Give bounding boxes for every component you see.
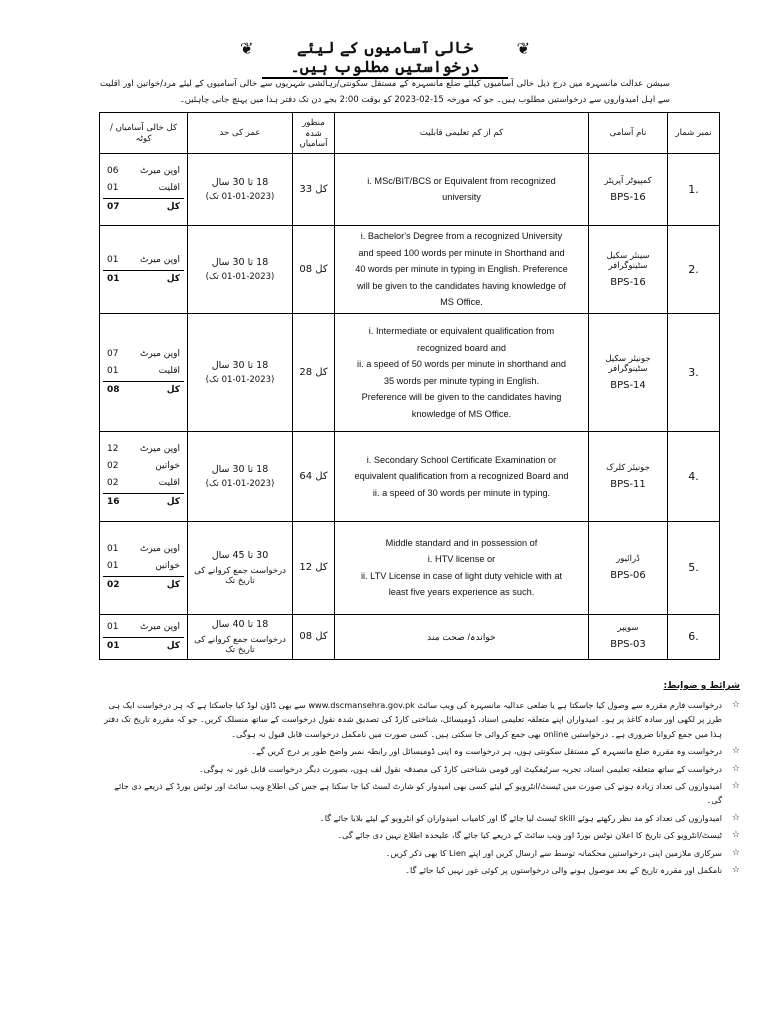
condition-text: نامکمل اور مقررہ تاریخ کے بعد موصول ہونے والی درخواستوں پر کوئی غور نہیں کیا جائے گا۔ (405, 865, 722, 876)
sanctioned-count: کل 08 (293, 225, 335, 313)
star-bullet-icon: ☆ (731, 746, 740, 757)
total-label: کل (166, 497, 180, 508)
qualification-cell (335, 154, 589, 226)
condition-text: امیدواروں کی تعداد کو مد نظر رکھتے ہوئے skill ٹیسٹ لیا جائے گا اور کامیاب امیدواران کو انٹرویو کے لیئے بلایا جائے گا۔ (319, 812, 722, 823)
quota-value: 02 (107, 478, 119, 489)
qualification-line: will be given to the candidates having knowledge of (357, 280, 566, 291)
table-row (100, 225, 720, 313)
qualification-line: i. Intermediate or equivalent qualification from (368, 326, 555, 337)
vacancy-quota-line (103, 441, 184, 458)
table-row (100, 522, 720, 615)
total-value: 16 (107, 497, 120, 508)
vacancy-quota-line (103, 346, 184, 363)
age-cutoff: (01-01-2023 تک) (205, 272, 275, 283)
sanctioned-count: کل 64 (293, 431, 335, 522)
star-bullet-icon: ☆ (731, 781, 740, 792)
qualification-line: knowledge of MS Office. (411, 408, 512, 419)
quota-label: اقلیت (158, 478, 180, 489)
serial-number: 1. (668, 154, 720, 226)
condition-text: ٹیسٹ/انٹرویو کی تاریخ کا اعلان نوٹس بورڈ اور ویب سائٹ کے ذریعے کیا جائے گا، علیحدہ اطلاع نہیں دی جائے گی۔ (337, 830, 722, 841)
post-name: جونیئر سکیل سٹینوگرافر (605, 354, 651, 375)
star-bullet-icon: ☆ (731, 812, 740, 823)
post-cell (589, 225, 668, 313)
vacancy-total-line (103, 198, 184, 216)
quota-label: اوپن میرٹ (139, 165, 180, 176)
ornament-left-icon: ❦ (240, 39, 254, 58)
post-scale: BPS-16 (610, 277, 646, 289)
vacancy-total-line (103, 637, 184, 655)
header-vacancies: کل خالی آسامیاں / کوٹہ (100, 113, 188, 154)
vacancies-cell (100, 614, 188, 659)
condition-text: درخواست کے ساتھ متعلقہ تعلیمی اسناد، تجربہ سرٹیفکیٹ اور قومی شناختی کارڈ کی مصدقہ نقول لف ہوں، بصورت دیگر درخواست قابل غور نہ ہوگی۔ (198, 763, 722, 774)
age-cutoff: (01-01-2023 تک) (205, 375, 275, 386)
condition-item (100, 779, 740, 808)
qualification-line: 35 words per minute typing in English. (383, 375, 540, 386)
star-bullet-icon: ☆ (731, 763, 740, 774)
condition-item (100, 762, 740, 776)
qualification-line: university (442, 192, 481, 203)
quota-value: 01 (107, 182, 119, 193)
vacancy-quota-line (103, 163, 184, 180)
vacancy-quota-line (103, 363, 184, 380)
age-cutoff: (01-01-2023 تک) (205, 478, 275, 489)
total-label: کل (166, 640, 180, 651)
total-value: 02 (107, 580, 120, 591)
sanctioned-count: کل 33 (293, 154, 335, 226)
serial-number: 6. (668, 614, 720, 659)
quota-value: 01 (107, 366, 119, 377)
post-cell (589, 154, 668, 226)
qualification-cell (335, 314, 589, 431)
ad-title-block (240, 36, 530, 76)
qualification-cell (335, 522, 589, 615)
qualification-line: i. Bachelor's Degree from a recognized University (360, 231, 563, 242)
post-name: کمپیوٹر آپریٹر (604, 175, 652, 186)
condition-item (100, 846, 740, 860)
vacancy-quota-line (103, 541, 184, 558)
sanctioned-count: کل 08 (293, 614, 335, 659)
serial-number: 3. (668, 314, 720, 431)
quota-label: خواتین (155, 461, 180, 472)
header-qualification: کم از کم تعلیمی قابلیت (335, 113, 589, 154)
quota-label: خواتین (155, 561, 180, 572)
age-range: 18 تا 40 سال (211, 618, 269, 630)
header-count: منظور شدہ آسامیاں (293, 113, 335, 154)
vacancy-quota-line (103, 619, 184, 636)
post-name: جونیئر کلرک (606, 462, 650, 473)
age-range: 18 تا 30 سال (211, 257, 269, 269)
vacancy-total-line (103, 576, 184, 594)
vacancy-quota-line (103, 558, 184, 575)
serial-number: 2. (668, 225, 720, 313)
quota-value: 02 (107, 461, 119, 472)
vacancies-table (99, 112, 720, 660)
age-cutoff: درخواست جمع کروانے کی تاریخ تک (194, 634, 286, 655)
qualification-line: equivalent qualification from a recognized Board and (354, 471, 569, 482)
qualification-line: 40 words per minute in typing in English. Preference (355, 264, 568, 275)
header-post: نام آسامی (589, 113, 668, 154)
table-row (100, 314, 720, 431)
page-title: خالی آسامیوں کے لیئے درخواستیں مطلوب ہیں۔ (262, 38, 508, 79)
vacancy-quota-line (103, 180, 184, 197)
qualification-line: ii. LTV License in case of light duty vehicle with at (360, 570, 563, 581)
qualification-line: recognized board and (417, 342, 506, 353)
post-scale: BPS-14 (610, 380, 646, 392)
condition-text: امیدواروں کی تعداد زیادہ ہونے کی صورت میں ٹیسٹ/انٹرویو کے لیئے کسی بھی امیدوار کو شارٹ لسٹ کیا جا سکتا ہے جس کی اطلاع ویب سائٹ اور نوٹس بورڈ کے ذریعے دی جائے گی۔ (114, 781, 722, 806)
qualification-line: i. Secondary School Certificate Examination or (366, 454, 557, 465)
sanctioned-count: کل 12 (293, 522, 335, 615)
star-bullet-icon: ☆ (731, 830, 740, 841)
condition-text: درخواست وہ مقررہ ضلع مانسہرہ کے مستقل سکونتی ہوں، ہر درخواست وہ اپنی ڈومیسائل اور رابطہ نمبر واضح طور پر درج کریں گے۔ (251, 746, 722, 757)
age-cell (188, 522, 293, 615)
quota-value: 06 (107, 165, 119, 176)
qualification-line: ii. a speed of 30 words per minute in typing. (372, 487, 551, 498)
vacancy-total-line (103, 270, 184, 288)
post-cell (589, 522, 668, 615)
vacancies-cell (100, 431, 188, 522)
post-cell (589, 614, 668, 659)
qualification-cell (335, 614, 589, 659)
vacancy-quota-line (103, 252, 184, 269)
table-row (100, 154, 720, 226)
post-name: ڈرائیور (616, 554, 640, 565)
table-header-row (100, 113, 720, 154)
vacancies-cell (100, 154, 188, 226)
quota-label: اوپن میرٹ (139, 254, 180, 265)
conditions-heading: شرائط و ضوابط: (663, 681, 740, 691)
quota-label: اوپن میرٹ (139, 349, 180, 360)
quota-label: اوپن میرٹ (139, 544, 180, 555)
qualification-line: least five years experience as such. (388, 587, 535, 598)
table-row (100, 614, 720, 659)
post-name: سینئر سکیل سٹینوگرافر (606, 251, 650, 272)
age-cell (188, 225, 293, 313)
post-scale: BPS-03 (610, 639, 646, 651)
age-cell (188, 314, 293, 431)
qualification-line: i. MSc/BIT/BCS or Equivalent from recognized (367, 175, 556, 186)
age-cutoff: درخواست جمع کروانے کی تاریخ تک (194, 565, 286, 586)
age-range: 30 تا 45 سال (211, 549, 269, 561)
age-range: 18 تا 30 سال (211, 463, 269, 475)
age-cutoff: (01-01-2023 تک) (205, 191, 275, 202)
star-bullet-icon: ☆ (731, 847, 740, 858)
age-cell (188, 614, 293, 659)
quota-label: اقلیت (158, 182, 180, 193)
quota-value: 01 (107, 561, 119, 572)
total-value: 07 (107, 201, 120, 212)
total-label: کل (166, 385, 180, 396)
header-age: عمر کی حد (188, 113, 293, 154)
quota-label: اقلیت (158, 366, 180, 377)
post-cell (589, 431, 668, 522)
total-label: کل (166, 201, 180, 212)
table-row (100, 431, 720, 522)
post-scale: BPS-06 (610, 570, 646, 582)
total-label: کل (166, 580, 180, 591)
ornament-right-icon: ❦ (516, 39, 530, 58)
total-value: 01 (107, 640, 120, 651)
qualification-line: Preference will be given to the candidates having (361, 392, 562, 403)
quota-label: اوپن میرٹ (139, 621, 180, 632)
total-label: کل (166, 273, 180, 284)
condition-item (100, 744, 740, 758)
qualification-line: ii. a speed of 50 words per minute in shorthand and (357, 359, 566, 370)
sanctioned-count: کل 28 (293, 314, 335, 431)
condition-item (100, 811, 740, 825)
conditions-list (100, 698, 740, 880)
qualification-line: Middle standard and in possession of (385, 537, 538, 548)
qualification-line: i. HTV license or (427, 554, 496, 565)
star-bullet-icon: ☆ (731, 865, 740, 876)
header-sno: نمبر شمار (668, 113, 720, 154)
qualification-cell (335, 225, 589, 313)
age-cell (188, 431, 293, 522)
vacancy-total-line (103, 381, 184, 399)
qualification-line: خواندہ/ صحت مند (427, 631, 496, 642)
quota-value: 01 (107, 544, 119, 555)
total-value: 01 (107, 273, 120, 284)
intro-paragraph: سیشن عدالت مانسہرہ میں درج ذیل خالی آسامیوں کیلئے ضلع مانسہرہ کے مستقل سکونتی/رہائشی شہریوں سے خالی آسامیوں کے لیئے مرد/خواتین اور اقلیت سے اہل امیدواروں سے درخواستیں مطلوب ہیں۔ جو کہ مورخہ 15-02-2023 کو بوقت 2:00 بجے دن تک دفتر ہذا میں پہنچ جانی چاہئیں۔ (100, 79, 670, 105)
star-bullet-icon: ☆ (731, 700, 740, 710)
post-name: سویپر (617, 623, 639, 634)
vacancy-total-line (103, 493, 184, 511)
age-cell (188, 154, 293, 226)
quota-value: 01 (107, 621, 119, 632)
condition-item (100, 698, 740, 741)
vacancies-cell (100, 522, 188, 615)
condition-item (100, 828, 740, 842)
post-cell (589, 314, 668, 431)
vacancy-quota-line (103, 458, 184, 475)
vacancies-cell (100, 314, 188, 431)
quota-value: 01 (107, 254, 119, 265)
condition-item (100, 863, 740, 877)
vacancy-quota-line (103, 475, 184, 492)
post-scale: BPS-16 (610, 191, 646, 203)
qualification-line: and speed 100 words per minute in Shorthand and (358, 247, 565, 258)
age-range: 18 تا 30 سال (211, 360, 269, 372)
serial-number: 4. (668, 431, 720, 522)
age-range: 18 تا 30 سال (211, 176, 269, 188)
condition-text: سرکاری ملازمین اپنی درخواستیں محکمانہ توسط سے ارسال کریں اور اپنے Lien کا بھی ذکر کریں۔ (385, 847, 722, 858)
qualification-cell (335, 431, 589, 522)
total-value: 08 (107, 385, 120, 396)
quota-value: 07 (107, 349, 119, 360)
quota-value: 12 (107, 444, 119, 455)
serial-number: 5. (668, 522, 720, 615)
post-scale: BPS-11 (610, 478, 646, 490)
qualification-line: MS Office. (440, 297, 483, 308)
condition-text: درخواست فارم مقررہ سے وصول کیا جاسکتا ہے یا ضلعی عدالیہ مانسہرہ کی ویب سائٹ www.dscmansehra.gov.pk سے بھی ڈاؤن لوڈ کیا جاسکتا ہے کہ ہر درخواست ایک ہی طرز پر لکھی اور سادہ کاغذ پر ہو۔ امیدواران اپنے متعلقہ تعلیمی اسناد، ڈومیسائل، شناختی کارڈ کی تصدیق شدہ نقول درخواست کے ساتھ منسلک کریں۔ جو کہ مقررہ تاریخ تک دفتر ہذا میں جمع کروانا ضروری ہے۔ درخواستیں online بھی جمع کروائی جا سکتی ہیں۔ کسی صورت میں نامکمل درخواست قابل قبول نہ ہوگی۔ (104, 700, 722, 739)
vacancies-cell (100, 225, 188, 313)
quota-label: اوپن میرٹ (139, 444, 180, 455)
